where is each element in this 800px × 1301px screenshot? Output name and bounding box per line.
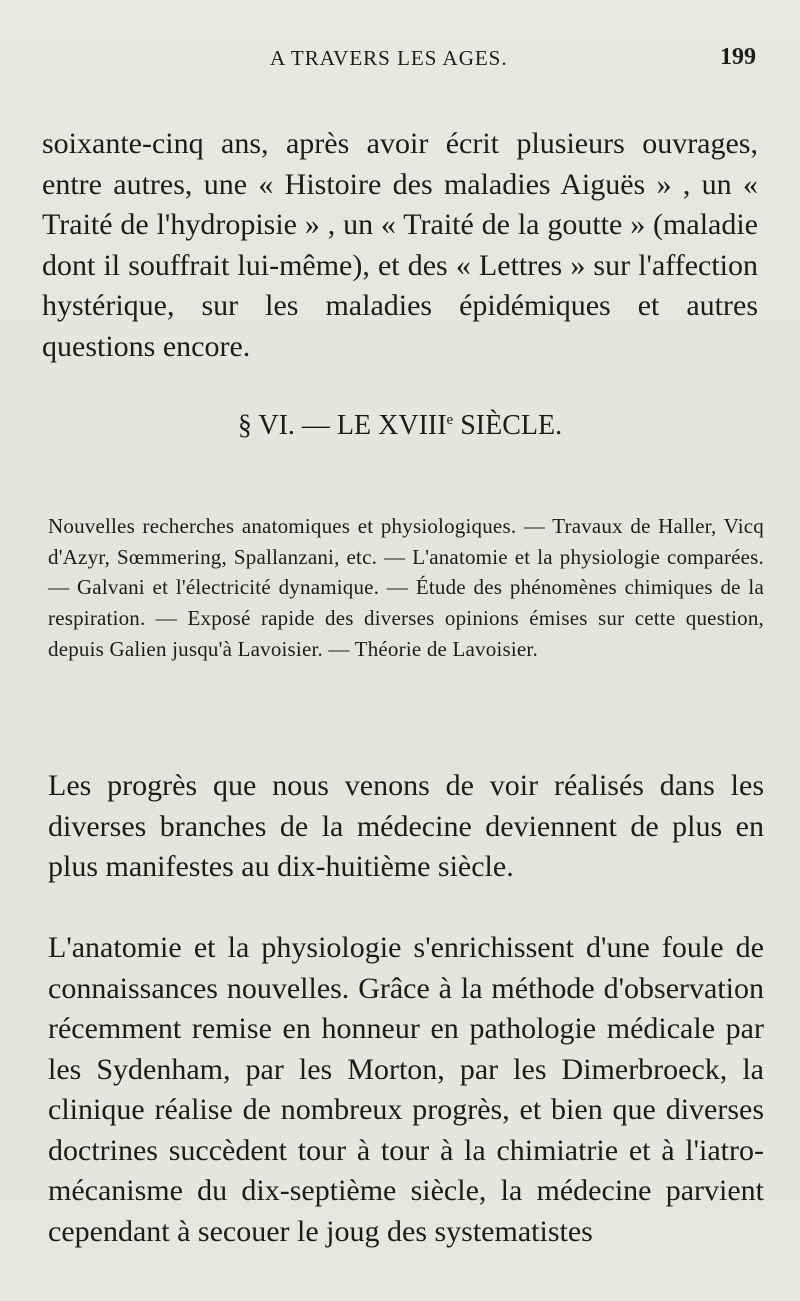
section-heading <box>0 410 800 442</box>
page-number: 199 <box>720 44 756 70</box>
body-paragraph: L'anatomie et la physiologie s'enrichissent d'une foule de connaissances nouvelles. Grâce à la méthode d'observation récemment remise en honneur en pathologie médicale par les Sydenham, par les Morton, par les Dimerbroeck, la clinique réalise de nombreux progrès, et bien que diverses doctrines succèdent tour à tour à la chimiatrie et à l'iatro-mécanisme du dix-septième siècle, la médecine parvient cependant à secouer le joug des systematistes <box>48 931 764 1248</box>
running-title: A TRAVERS LES AGES. <box>270 46 508 70</box>
body-paragraph: Les progrès que nous venons de voir réalisés dans les diverses branches de la médecine deviennent de plus en plus manifestes au dix-huitième siècle. <box>48 769 764 883</box>
section-heading-suffix: SIÈCLE. <box>453 410 563 441</box>
section-heading-superscript: e <box>446 412 454 428</box>
section-summary: Nouvelles recherches anatomiques et physiologiques. — Travaux de Haller, Vicq d'Azyr, Sœmmering, Spallanzani, etc. — L'anatomie et la physiologie comparées. — Galvani et l'électricité dynamique. — Étude des phénomènes chimiques de la respiration. — Exposé rapide des diverses opinions émises sur cette question, depuis Galien jusqu'à Lavoisier. — Théorie de Lavoisier. <box>48 514 764 661</box>
section-heading-prefix: § VI. — LE XVIII <box>237 410 447 441</box>
intro-paragraph: soixante-cinq ans, après avoir écrit plusieurs ouvrages, entre autres, une « Histoire des maladies Aiguës » , un « Traité de l'hydropisie » , un « Traité de la goutte » (maladie dont il souffrait lui-même), et des « Lettres » sur l'affection hystérique, sur les maladies épidémiques et autres questions encore. <box>42 127 758 363</box>
running-head <box>0 38 800 74</box>
